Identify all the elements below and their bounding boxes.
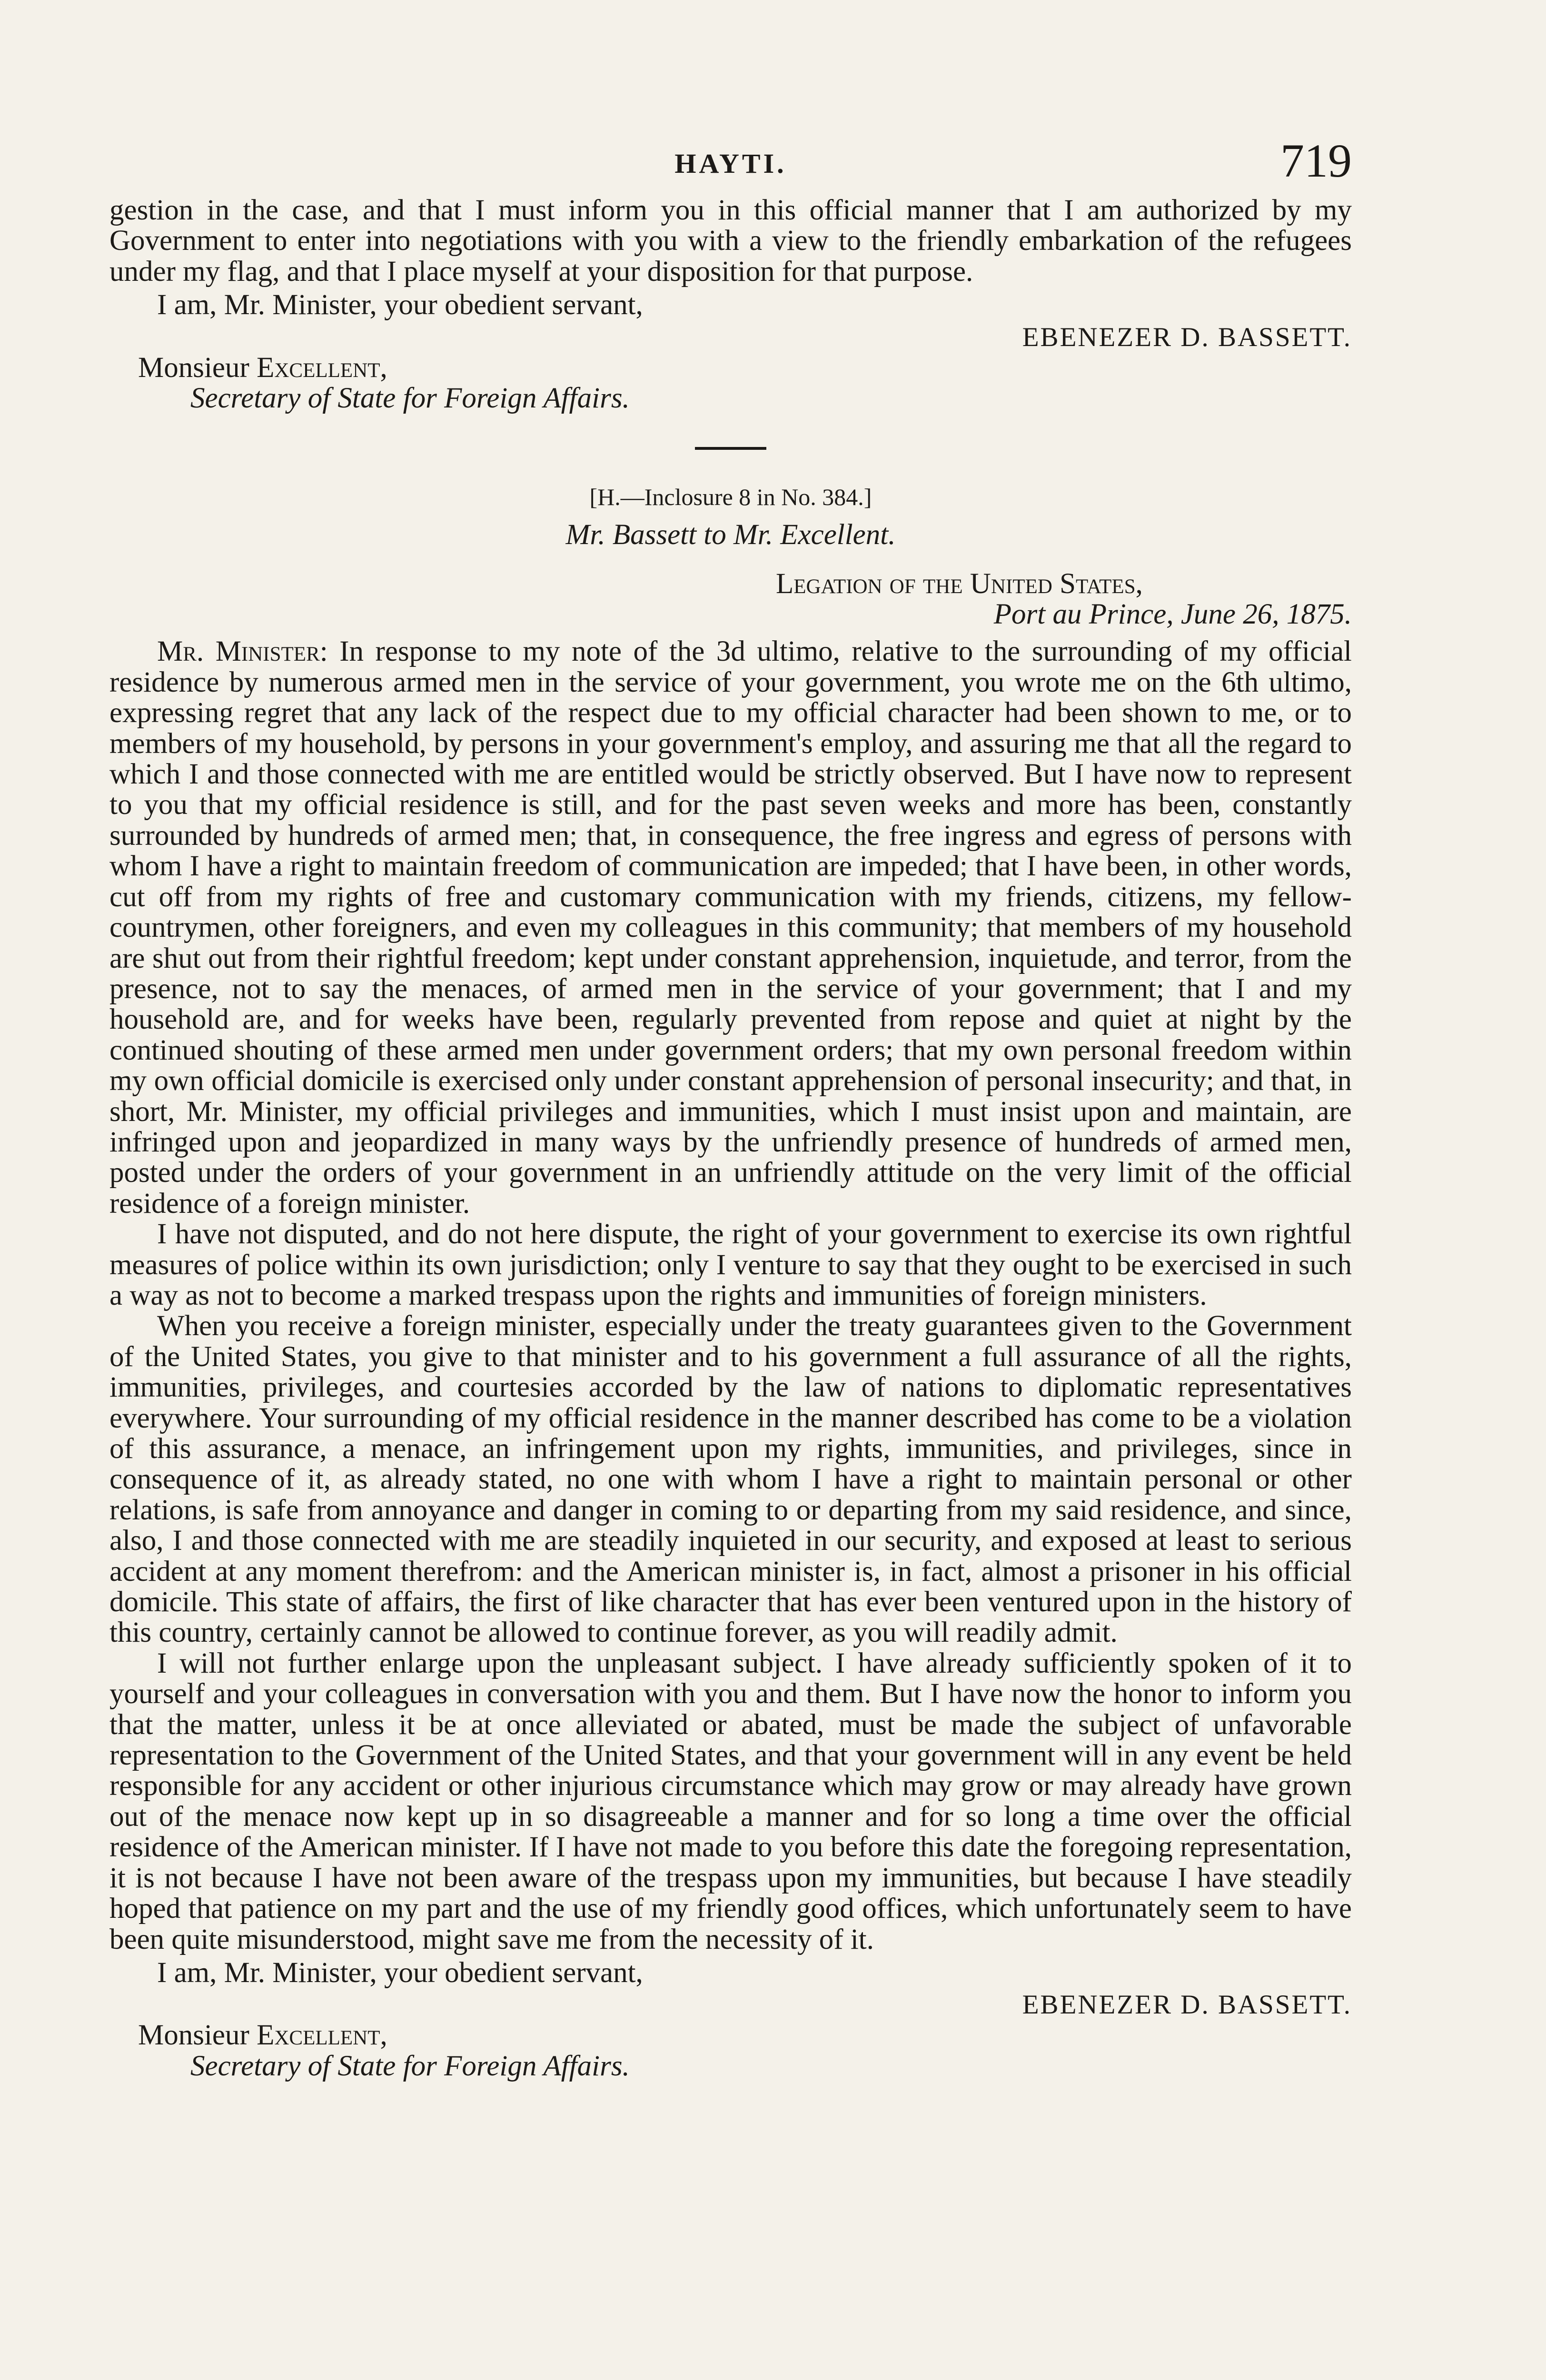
addressee-name: Excellent, xyxy=(257,2019,387,2052)
inclosure-label: [H.—Inclosure 8 in No. 384.] xyxy=(589,484,872,511)
closing-line: I am, Mr. Minister, your obedient servant, xyxy=(157,289,643,321)
paragraph: gestion in the case, and that I must inform you in this official manner that I am authorized by my Government to enter into negotiations with you with a view to the friendly embarkation of the refugees under my flag, and that I place myself at your disposition for that purpose. xyxy=(109,194,1352,288)
letter-date: Port au Prince, June 26, 1875. xyxy=(993,598,1352,631)
letter-location: Legation of the United States, xyxy=(776,568,1143,600)
addressee-title: Secretary of State for Foreign Affairs. xyxy=(190,382,630,415)
addressee-prefix: Monsieur xyxy=(138,351,257,384)
paragraph: When you receive a foreign minister, especially under the treaty guarantees given to the Government of the United States, you give to that minister and to his government a full assurance of all the rights, immunities, privileges, and courtesies accorded by the law of nations to diplomatic representatives everywhere. Your surrounding of my official residence in the manner described has come to be a violation of this assurance, a menace, an infringement upon my rights, immunities, and privileges, since in consequence of it, as already stated, no one with whom I have a right to maintain personal or other relations, is safe from annoyance and danger in coming to or departing from my said residence, and since, also, I and those connected with me are steadily inquieted in our security, and exposed at least to serious accident at any moment therefrom: and the American minister is, in fact, almost a prisoner in his official domicile. This state of affairs, the first of like character that has ever been ventured upon in the history of this country, certainly cannot be allowed to continue forever, as you will readily admit. xyxy=(109,1310,1352,1649)
salutation: Mr. Minister: xyxy=(157,635,328,668)
running-head xyxy=(109,129,1352,195)
paragraph: I have not disputed, and do not here dispute, the right of your government to exercise its own rightful measures of police within its own jurisdiction; only I venture to say that they ought to be exercised in such a way as not to become a marked trespass upon the rights and immunities of foreign ministers. xyxy=(109,1218,1352,1311)
document-page xyxy=(109,129,1352,2380)
page-title: HAYTI. xyxy=(674,148,787,179)
closing-line: I am, Mr. Minister, your obedient servant, xyxy=(157,1956,643,1989)
paragraph xyxy=(109,636,1352,1219)
addressee xyxy=(138,353,1352,383)
paragraph: I will not further enlarge upon the unpleasant subject. I have already sufficiently spoken of it to yourself and your colleagues in conversation with you and them. But I have now the honor to inform you that the matter, unless it be at once alleviated or abated, must be made the subject of unfavorable representation to the Government of the United States, and that your government will in any event be held responsible for any accident or other injurious circumstance which may grow or may already have grown out of the menace now kept up in so disagreeable a manner and for so long a time over the official residence of the American minister. If I have not made to you before this date the foregoing representation, it is not because I have not been aware of the trespass upon my immunities, but because I have steadily hoped that patience on my part and the use of my friendly good offices, which unfortunately seem to have been quite misunderstood, might save me from the necessity of it. xyxy=(109,1647,1352,1955)
signature: EBENEZER D. BASSETT. xyxy=(1022,322,1352,352)
letter-heading: Mr. Bassett to Mr. Excellent. xyxy=(565,519,896,551)
first-letter-end xyxy=(109,195,1352,414)
signature: EBENEZER D. BASSETT. xyxy=(1022,1990,1352,2020)
inclosure-letter xyxy=(109,483,1352,2082)
section-divider xyxy=(695,447,766,450)
addressee-title: Secretary of State for Foreign Affairs. xyxy=(190,2050,630,2082)
addressee xyxy=(138,2020,1352,2051)
addressee-name: Excellent, xyxy=(257,351,387,384)
addressee-prefix: Monsieur xyxy=(138,2019,257,2052)
page-number: 719 xyxy=(1280,134,1352,187)
letter-body xyxy=(109,636,1352,1954)
paragraph-text: In response to my note of the 3d ultimo, relative to the surrounding of my official residence by numerous armed men in the service of your government, you wrote me on the 6th ultimo, expressing regret that any lack of the respect due to my official character had been shown to me, or to members of my household, by persons in your government's employ, and assuring me that all the regard to which I and those connected with me are entitled would be strictly observed. But I have now to represent to you that my official residence is still, and for the past seven weeks and more has been, constantly surrounded by hundreds of armed men; that, in consequence, the free ingress and egress of persons with whom I have a right to maintain freedom of communication are impeded; that I have been, in other words, cut off from my rights of free and customary communication with my friends, citizens, my fellow-countrymen, other foreigners, and even my colleagues in this community; that members of my household are shut out from their rightful freedom; kept under constant apprehension, inquietude, and terror, from the presence, not to say the menaces, of armed men in the service of your government; that I and my household are, and for weeks have been, regularly prevented from repose and quiet at night by the continued shouting of these armed men under government orders; that my own personal freedom within my own official domicile is exercised only under constant apprehension of personal insecurity; and that, in short, Mr. Minister, my official privileges and immunities, which I must insist upon and maintain, are infringed upon and jeopardized in many ways by the unfriendly presence of hundreds of armed men, posted under the orders of your government in an unfriendly attitude on the very limit of the official residence of a foreign minister. xyxy=(109,635,1352,1220)
